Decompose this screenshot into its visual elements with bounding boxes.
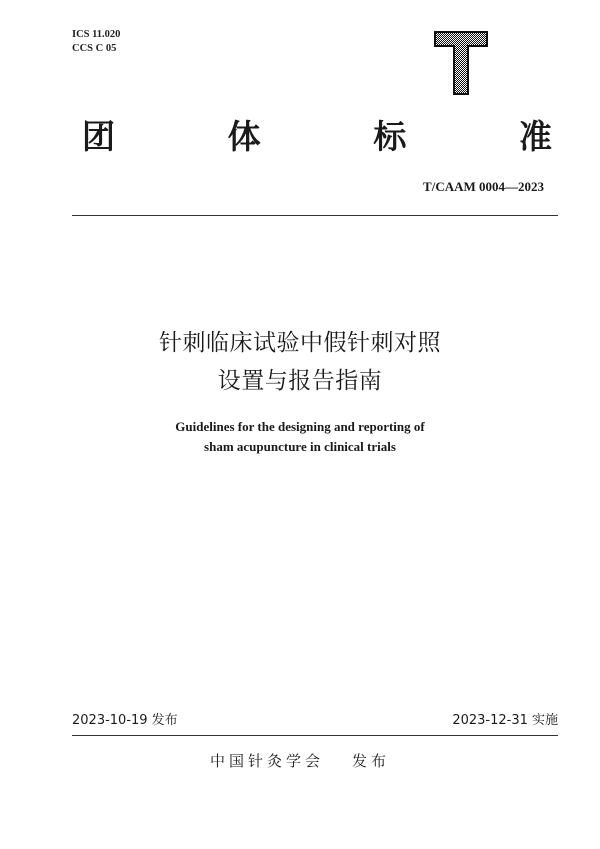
classification-block [72, 28, 120, 56]
standard-letter-t-logo [433, 30, 489, 96]
top-divider [72, 215, 558, 216]
standard-type-char: 体 [227, 117, 261, 156]
publisher-line [0, 750, 600, 772]
standard-number: T/CAAM 0004—2023 [423, 179, 544, 194]
title-zh-line2: 设置与报告指南 [217, 368, 383, 394]
publisher-name: 中国针灸学会 [209, 752, 324, 770]
standard-type-char: 准 [518, 117, 552, 156]
ccs-code: CCS C 05 [72, 43, 117, 54]
letter-t-icon [433, 30, 489, 96]
publisher-action: 发布 [352, 752, 391, 770]
standard-type-char: 团 [82, 117, 115, 156]
ics-code: ICS 11.020 [72, 29, 121, 40]
bottom-divider [72, 735, 558, 736]
standard-type-char: 标 [373, 117, 407, 156]
title-en-line2: sham acupuncture in clinical trials [204, 439, 396, 454]
publish-date: 2023-10-19 发布 [72, 713, 178, 728]
effective-date: 2023-12-31 实施 [452, 713, 558, 728]
title-en-line1: Guidelines for the designing and reporting of [175, 419, 425, 434]
title-zh-line1: 针刺临床试验中假针刺对照 [159, 330, 441, 356]
standard-type-heading [82, 112, 552, 162]
